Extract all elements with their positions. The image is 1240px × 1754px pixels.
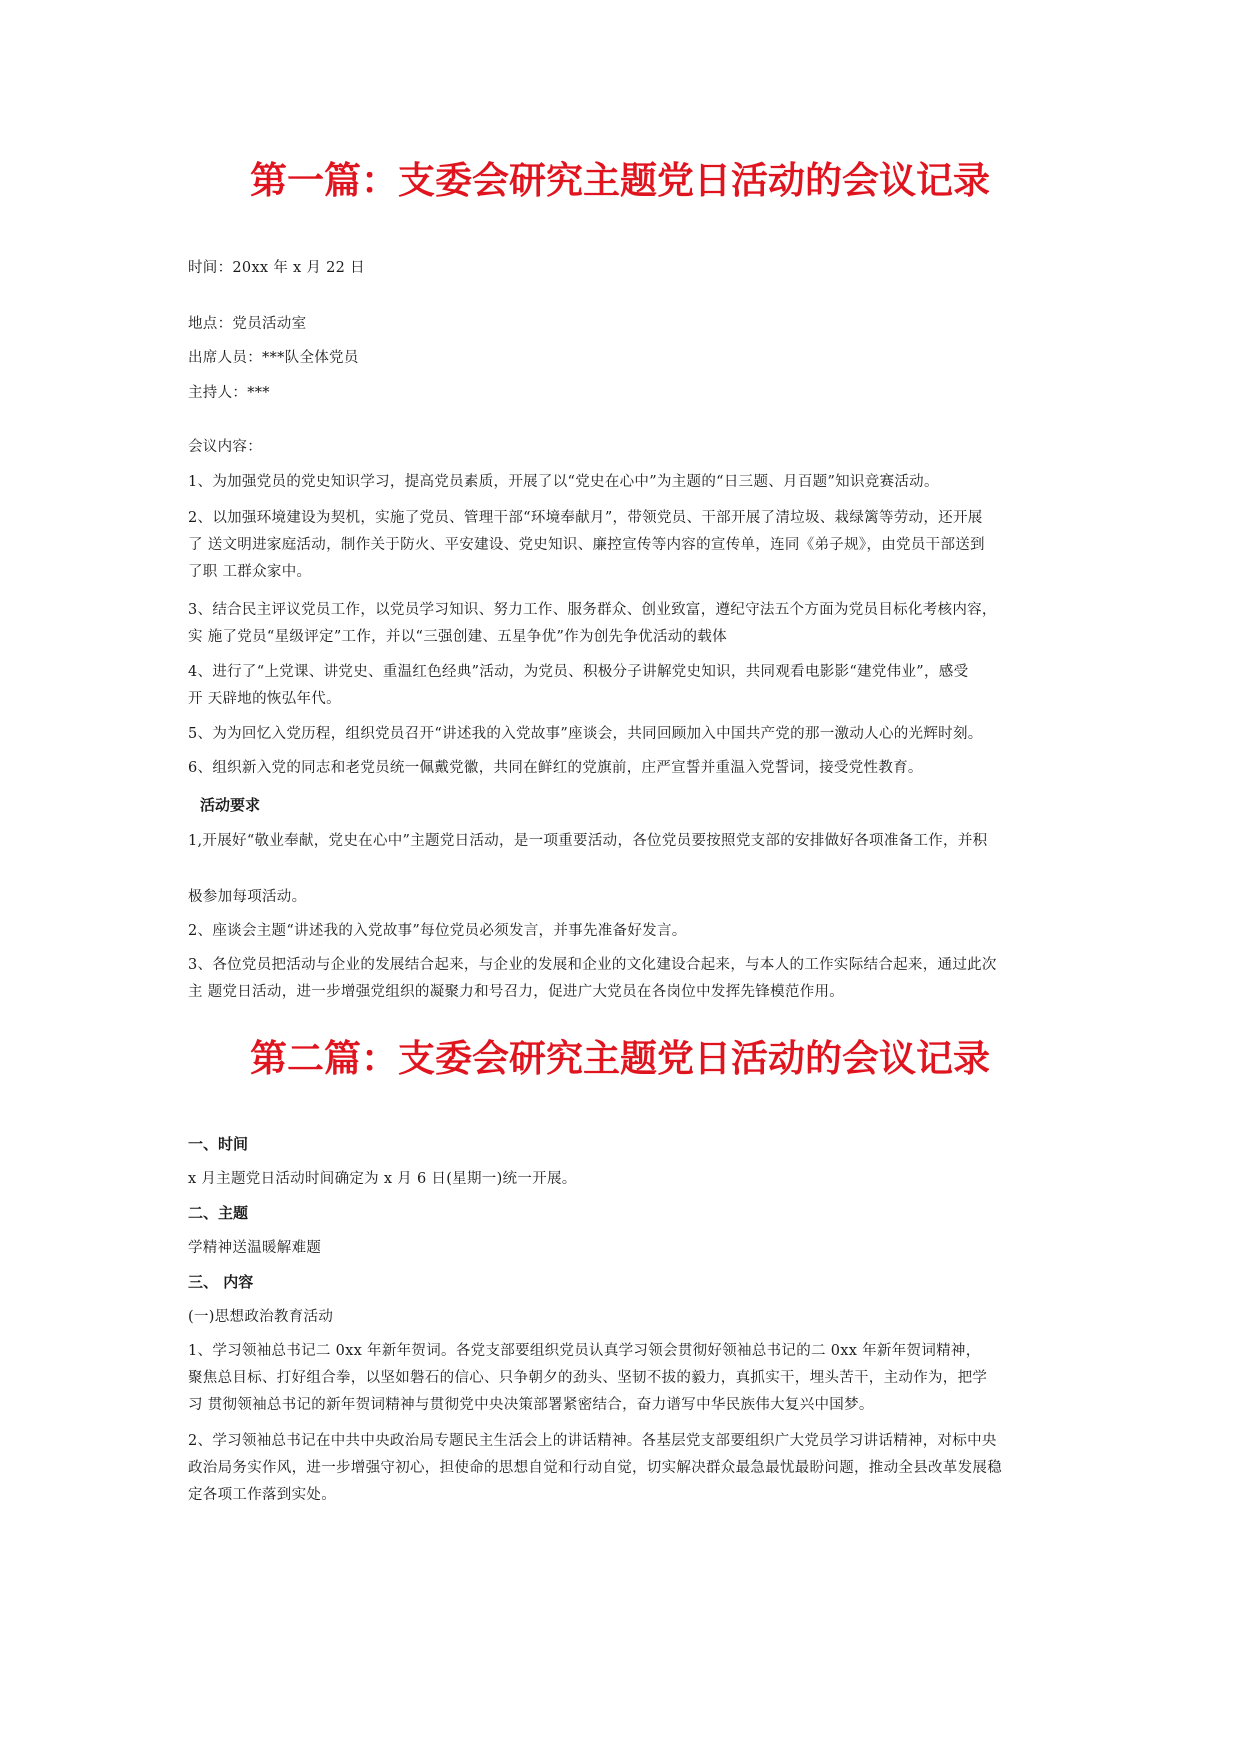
meeting-host: 主持人：***	[188, 385, 270, 401]
meeting-time: 时间：20xx 年 x 月 22 日	[188, 260, 365, 276]
meeting-attendees: 出席人员：***队全体党员	[188, 350, 359, 366]
content-item-6: 6、组织新入党的同志和老党员统一佩戴党徽，共同在鲜红的党旗前，庄严宣誓并重温入党誓词，接受党性教育。	[188, 760, 923, 776]
content-item-4: 4、进行了“上党课、讲党史、重温红色经典”活动，为党员、积极分子讲解党史知识，共同观看电影影“建党伟业”，感受 开 天辟地的恢弘年代。	[188, 664, 969, 707]
requirement-2: 2、座谈会主题“讲述我的入党故事”每位党员必须发言，并事先准备好发言。	[188, 923, 687, 939]
content-label: 会议内容：	[188, 439, 262, 455]
content-paragraph-2: 2、学习领袖总书记在中共中央政治局专题民主生活会上的讲话精神。各基层党支部要组织广大党员学习讲话精神，对标中央 政治局务实作风，进一步增强守初心，担使命的思想自觉和行动自觉，切实解决群众最急最忧最盼问题，推动全县改革发展稳 定各项工作落到实处。	[188, 1433, 1002, 1503]
requirements-heading: 活动要求	[200, 796, 261, 814]
time-text: x 月主题党日活动时间确定为 x 月 6 日(星期一)统一开展。	[188, 1171, 577, 1187]
content-item-3: 3、结合民主评议党员工作，以党员学习知识、努力工作、服务群众、创业致富，遵纪守法五个方面为党员目标化考核内容， 实 施了党员“星级评定”工作，并以“三强创建、五星争优”作为创先争优活动的载体	[188, 602, 997, 645]
meeting-place: 地点：党员活动室	[188, 316, 307, 332]
theme-text: 学精神送温暖解难题	[188, 1240, 322, 1256]
heading-content: 三、 内容	[188, 1273, 254, 1291]
heading-time: 一、时间	[188, 1135, 249, 1153]
heading-theme: 二、主题	[188, 1204, 249, 1222]
content-item-5: 5、为为回忆入党历程，组织党员召开“讲述我的入党故事”座谈会，共同回顾加入中国共产党的那一激动人心的光辉时刻。	[188, 726, 983, 742]
content-item-1: 1、为加强党员的党史知识学习，提高党员素质，开展了以“党史在心中”为主题的“日三题、月百题”知识竞赛活动。	[188, 474, 939, 490]
requirement-3: 3、各位党员把活动与企业的发展结合起来，与企业的发展和企业的文化建设合起来，与本人的工作实际结合起来，通过此次 主 题党日活动，进一步增强党组织的凝聚力和号召力，促进广大党员在各岗位中发挥先锋模范作用。	[188, 957, 997, 1000]
requirement-1-cont: 极参加每项活动。	[188, 889, 307, 905]
section1-title: 第一篇：支委会研究主题党日活动的会议记录	[250, 159, 990, 202]
content-item-2: 2、以加强环境建设为契机，实施了党员、管理干部“环境奉献月”，带领党员、干部开展了清垃圾、栽绿篱等劳动，还开展 了 送文明进家庭活动，制作关于防火、平安建设、党史知识、廉控宣传等内容的宣传单，连同《弟子规》，由党员干部送到 了职 工群众家中。	[188, 510, 985, 580]
requirement-1: 1,开展好“敬业奉献，党史在心中”主题党日活动，是一项重要活动，各位党员要按照党支部的安排做好各项准备工作，并积	[188, 833, 988, 849]
content-paragraph-1: 1、学习领袖总书记二 0xx 年新年贺词。各党支部要组织党员认真学习领会贯彻好领袖总书记的二 0xx 年新年贺词精神， 聚焦总目标、打好组合拳，以坚如磐石的信心、只争朝夕的劲头、坚韧不拔的毅力，真抓实干，埋头苦干，主动作为，把学 习 贯彻领袖总书记的新年贺词精神与贯彻党中央决策部署紧密结合，奋力谱写中华民族伟大复兴中国梦。	[188, 1343, 988, 1413]
sub-heading-education: (一)思想政治教育活动	[188, 1309, 334, 1325]
section2-title: 第二篇：支委会研究主题党日活动的会议记录	[250, 1037, 990, 1080]
